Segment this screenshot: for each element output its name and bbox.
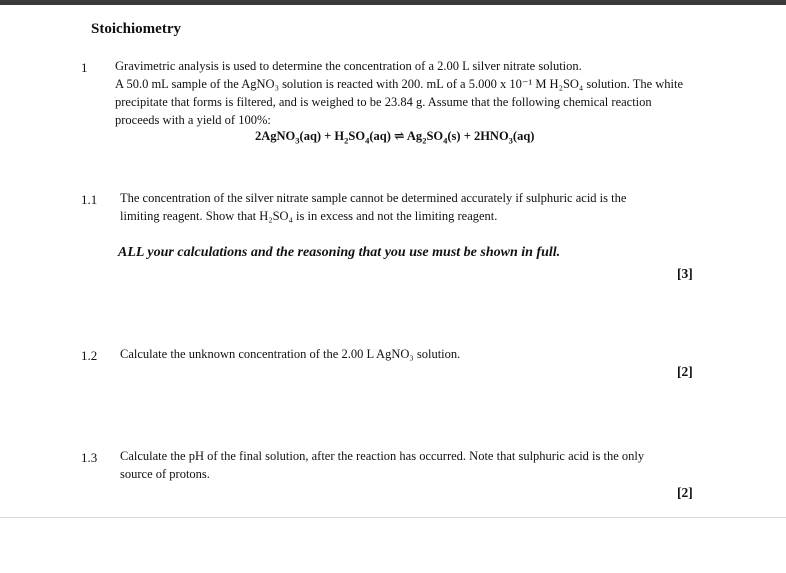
eq-part: (aq) + H [299,129,345,143]
eq-part: (aq) ⇌ Ag [369,129,423,143]
question-1-line: Gravimetric analysis is used to determine the concentration of a 2.00 L silver nitrate solution. [115,59,582,73]
chemical-equation [255,128,534,146]
question-1-2-number: 1.2 [81,348,98,363]
question-1-line: proceeds with a yield of 100%: [115,113,271,127]
page-title: Stoichiometry [91,21,181,37]
eq-part: 2AgNO [255,129,296,143]
eq-subscript: 2 [422,135,427,146]
question-1-3-number: 1.3 [81,450,98,465]
question-1-1-marks: [3] [677,266,693,281]
question-1-1-line: limiting reagent. Show that H₂SO₄ is in excess and not the limiting reagent. [120,209,498,223]
instruction-text: ALL your calculations and the reasoning that you use must be shown in full. [118,245,561,260]
question-1-3-line: source of protons. [120,467,210,481]
eq-part: (s) + 2HNO [447,129,509,143]
question-1-1-text [120,189,720,225]
eq-subscript: 4 [443,135,448,146]
question-1-3-text [120,447,644,483]
eq-part: SO [426,129,444,143]
eq-subscript: 3 [508,135,513,146]
eq-part: SO [348,129,366,143]
question-1-line: precipitate that forms is filtered, and is weighed to be 23.84 g. Assume that the following chemical reaction [115,95,652,109]
eq-subscript: 4 [365,135,370,146]
top-border-bar [0,0,786,5]
question-1-3-line: Calculate the pH of the final solution, after the reaction has occurred. Note that sulphuric acid is the only [120,449,645,463]
question-1-text [115,57,725,129]
question-1-1-line: The concentration of the silver nitrate sample cannot be determined accurately if sulphuric acid is the [120,191,627,205]
question-1-1-number: 1.1 [81,192,98,207]
page-divider [0,517,786,518]
question-1-line: A 50.0 mL sample of the AgNO₃ solution is reacted with 200. mL of a 5.000 x 10⁻¹ M H₂SO₄ solution. The white [115,77,684,91]
question-1-2-marks: [2] [677,364,693,379]
eq-part: (aq) [512,129,535,143]
question-1-2-text: Calculate the unknown concentration of the 2.00 L AgNO₃ solution. [120,347,461,361]
question-1-number: 1 [81,60,88,75]
eq-subscript: 2 [344,135,349,146]
eq-subscript: 3 [295,135,300,146]
question-1-3-marks: [2] [677,485,693,500]
